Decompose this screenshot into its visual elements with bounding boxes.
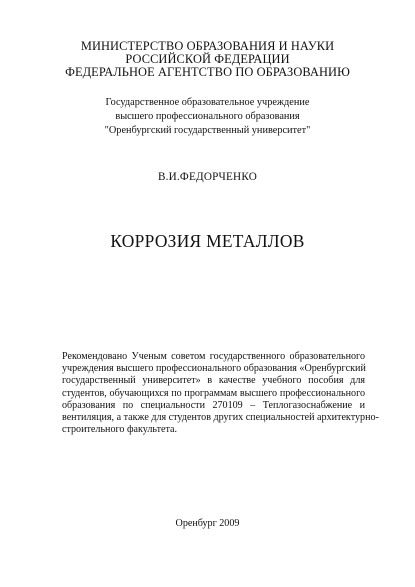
recommendation-line: образования по специальности 270109 – Теплогазоснабжение и bbox=[62, 399, 365, 411]
recommendation-text bbox=[62, 351, 379, 436]
recommendation-line: Рекомендовано Ученым советом государственного образовательного bbox=[62, 351, 365, 362]
institution-line: Государственное образовательное учреждение bbox=[105, 97, 310, 108]
recommendation-line: государственный университет» в качестве учебного пособия для bbox=[62, 375, 365, 387]
city-year: Оренбург 2009 bbox=[175, 518, 240, 529]
ministry-line: МИНИСТЕРСТВО ОБРАЗОВАНИЯ И НАУКИ bbox=[80, 39, 335, 53]
author-name: В.И.ФЕДОРЧЕНКО bbox=[158, 171, 257, 183]
institution-line: "Оренбургский государственный университет" bbox=[104, 125, 311, 137]
ministry-line: ФЕДЕРАЛЬНОЕ АГЕНТСТВО ПО ОБРАЗОВАНИЮ bbox=[65, 65, 350, 80]
document-title: КОРРОЗИЯ МЕТАЛЛОВ bbox=[110, 231, 305, 251]
recommendation-line: строительного факультета. bbox=[62, 424, 178, 436]
institution-header bbox=[0, 96, 415, 139]
recommendation-line: учреждения высшего профессионального образования «Оренбургский bbox=[62, 363, 366, 375]
ministry-header bbox=[0, 40, 415, 80]
institution-line: высшего профессионального образования bbox=[115, 111, 300, 123]
recommendation-line: студентов, обучающихся по программам высшего профессионального bbox=[62, 387, 365, 399]
recommendation-line: вентиляция, а также для студентов других специальностей архитектурно- bbox=[62, 412, 379, 424]
ministry-line: РОССИЙСКОЙ ФЕДЕРАЦИИ bbox=[125, 52, 290, 67]
